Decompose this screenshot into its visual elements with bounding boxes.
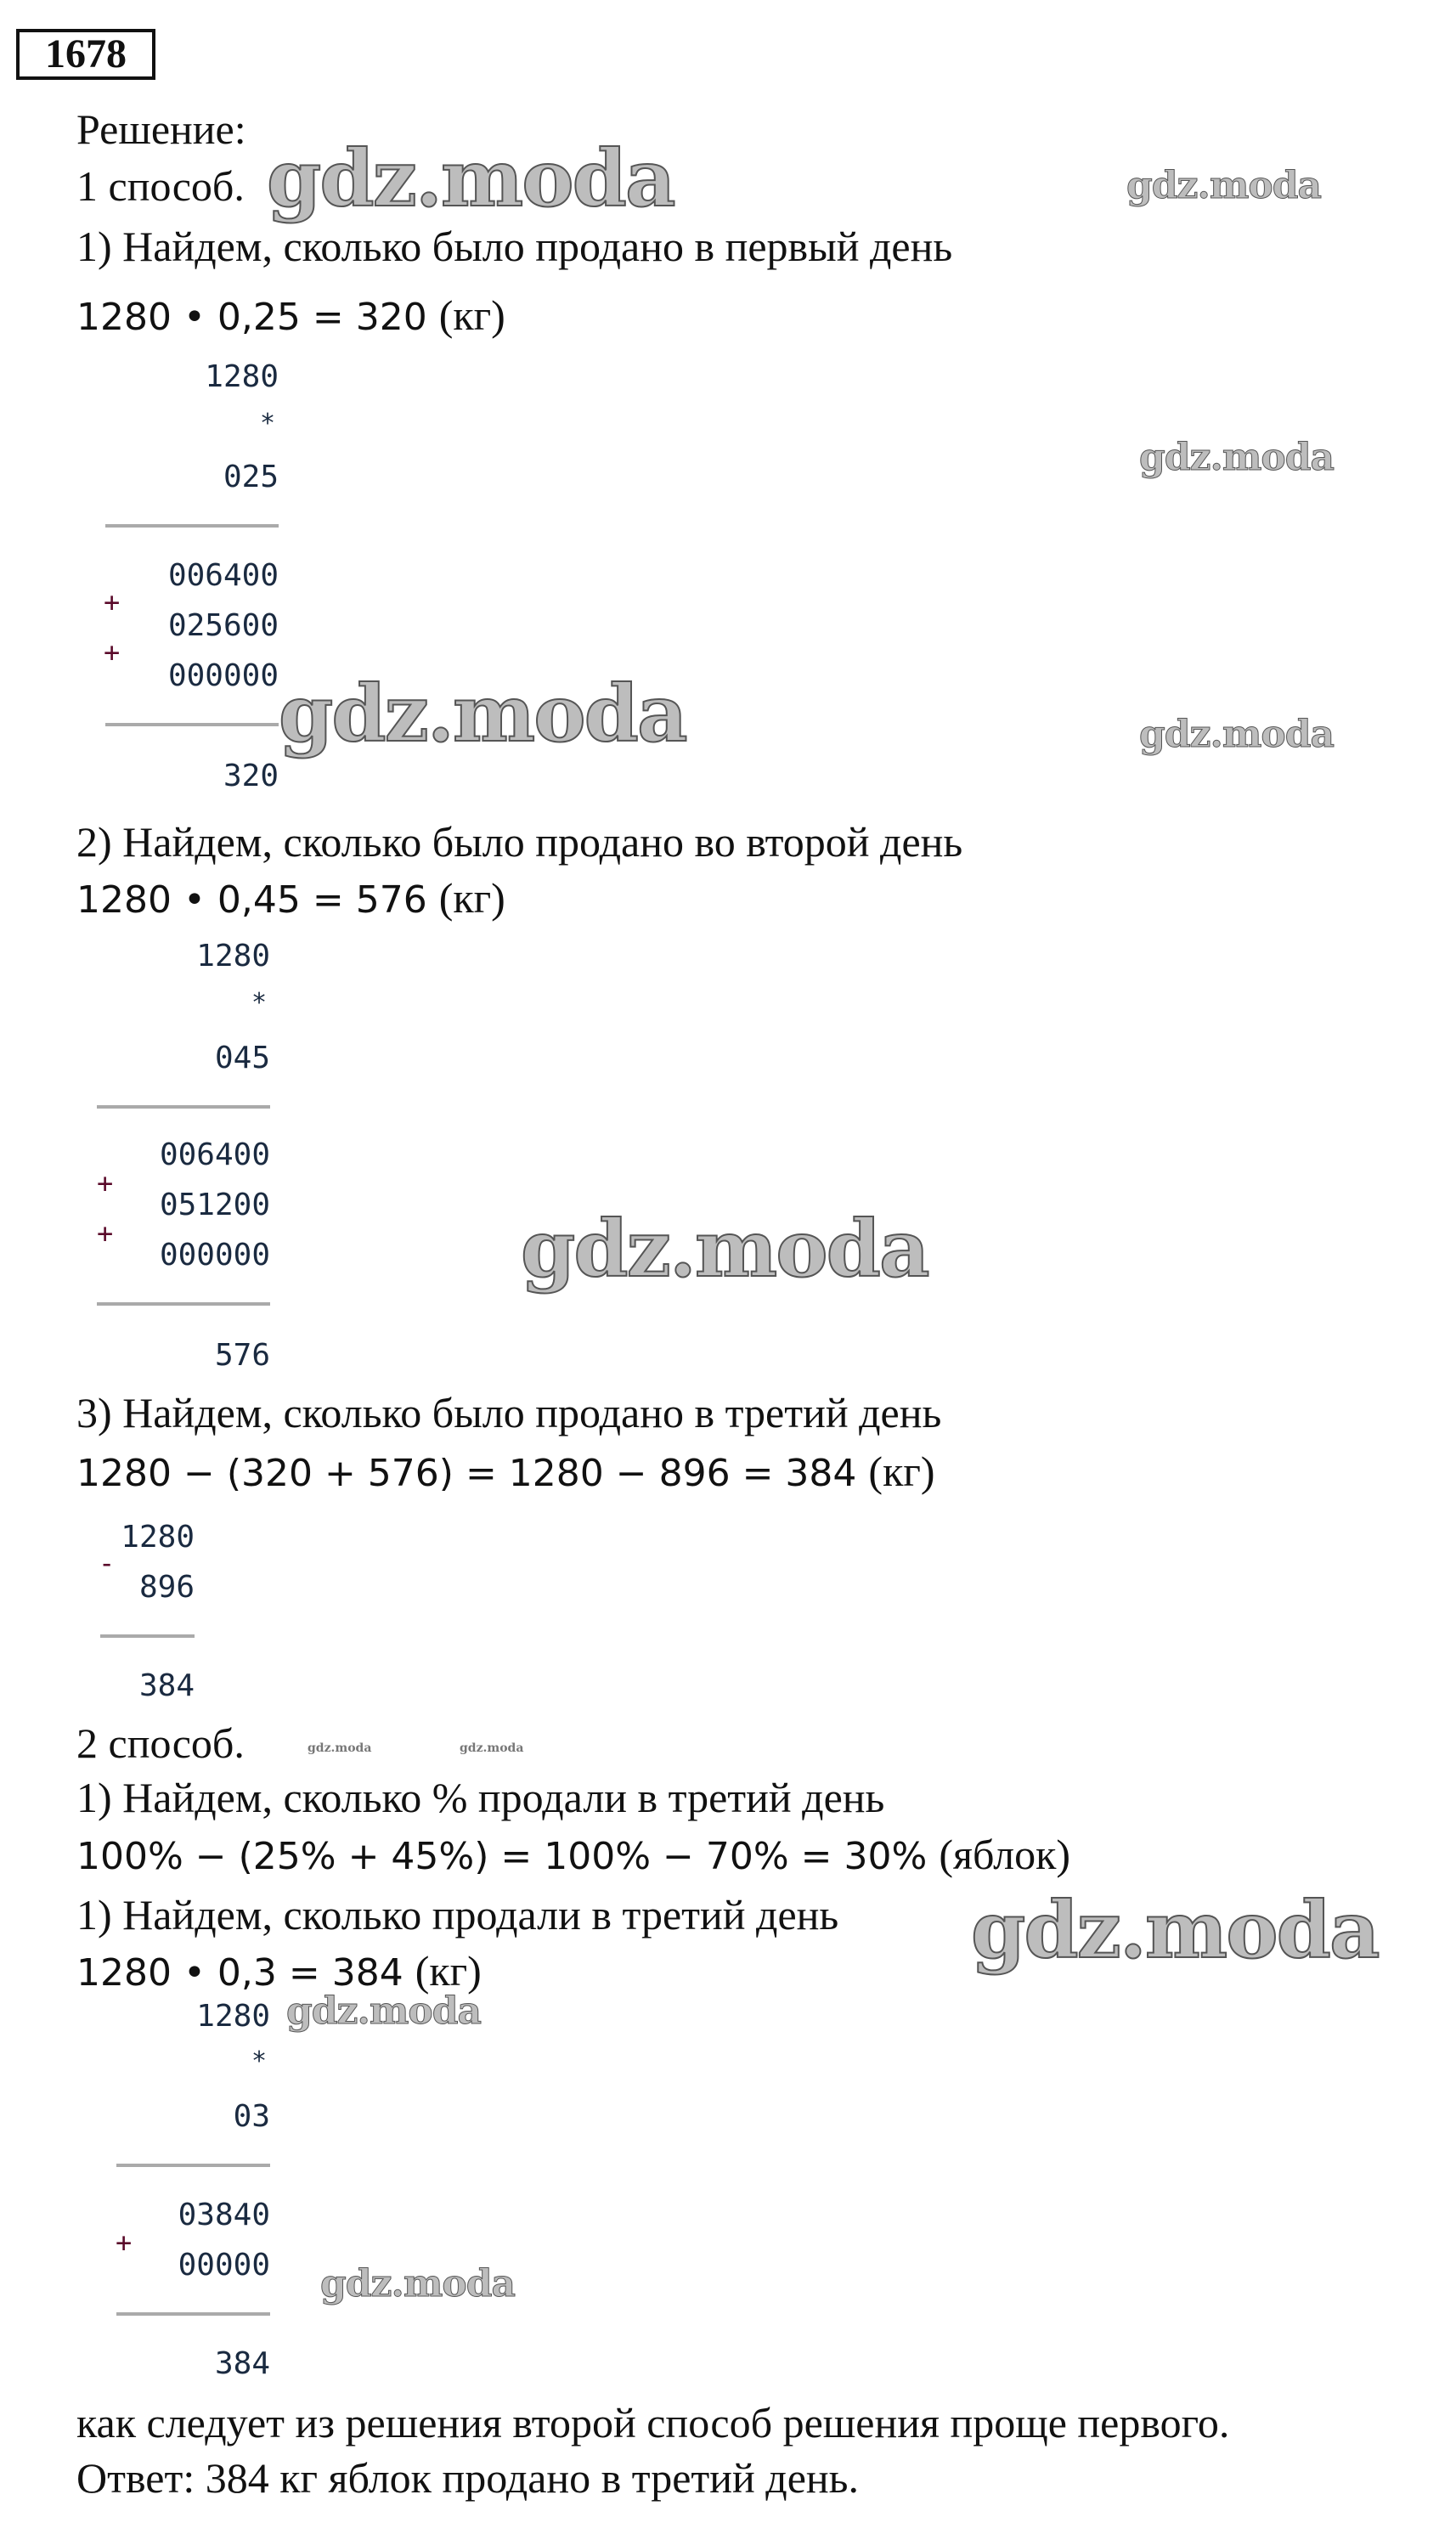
method1-step3-text: 3) Найдем, сколько было продано в третий день — [76, 1389, 942, 1436]
column-divider — [97, 1302, 270, 1306]
equation-expression: 100% − (25% + 45%) = 100% − 70% = 30% — [76, 1835, 928, 1878]
equation-unit: (кг) — [438, 874, 505, 922]
watermark: gdz.moda — [1139, 436, 1335, 479]
watermark: gdz.moda — [971, 1884, 1379, 1976]
column-operand-a: 1280 — [196, 1999, 270, 2034]
column-result: 320 — [223, 759, 279, 793]
column-divider — [100, 1634, 195, 1638]
equation-expression: 1280 • 0,3 = 384 — [76, 1951, 404, 1995]
column-result: 576 — [214, 1338, 270, 1373]
method1-step2-text: 2) Найдем, сколько было продано во второй день — [76, 818, 963, 866]
conclusion-text: как следует из решения второй способ решения проще первого. — [76, 2399, 1230, 2447]
equation-unit: (яблок) — [939, 1831, 1071, 1878]
watermark: gdz.moda — [521, 1203, 928, 1295]
column-partial: 051200 — [159, 1188, 270, 1222]
minus-sign: - — [99, 1547, 116, 1579]
column-partial: 000000 — [167, 658, 279, 693]
watermark: gdz.moda — [279, 668, 686, 759]
column-partial: 025600 — [167, 608, 279, 643]
answer-text: Ответ: 384 кг яблок продано в третий день. — [76, 2454, 859, 2502]
watermark: gdz.moda — [308, 1741, 372, 1755]
equation-expression: 1280 − (320 + 576) = 1280 − 896 = 384 — [76, 1452, 857, 1495]
method1-step1-text: 1) Найдем, сколько было продано в первый день — [76, 223, 953, 270]
column-operand-a: 1280 — [121, 1520, 195, 1555]
equation-expression: 1280 • 0,45 = 576 — [76, 878, 427, 922]
column-partial: 03840 — [178, 2198, 270, 2232]
problem-number: 1678 — [16, 29, 155, 80]
column-result: 384 — [214, 2346, 270, 2381]
equation-expression: 1280 • 0,25 = 320 — [76, 296, 427, 339]
equation-unit: (кг) — [868, 1448, 935, 1495]
watermark: gdz.moda — [1126, 164, 1322, 207]
column-operand-b: 045 — [214, 1041, 270, 1075]
column-operand-b: 896 — [138, 1570, 195, 1605]
column-partial: 006400 — [167, 558, 279, 593]
column-operand-b: 025 — [223, 460, 279, 494]
plus-sign: + — [97, 1167, 114, 1199]
method1-step3-equation — [76, 1446, 935, 1499]
column-divider — [105, 524, 279, 528]
column-divider — [116, 2164, 270, 2167]
column-partial: 006400 — [159, 1137, 270, 1172]
method2-step1-equation — [76, 1829, 1070, 1882]
plus-sign: + — [116, 2226, 133, 2259]
method2-step2-text: 1) Найдем, сколько продали в третий день — [76, 1891, 839, 1939]
column-operand-a: 1280 — [205, 359, 279, 394]
method2-label: 2 способ. — [76, 1719, 245, 1767]
column-divider — [116, 2312, 270, 2316]
column-multiply-sign: * — [259, 409, 275, 438]
column-divider — [105, 723, 279, 726]
watermark: gdz.moda — [1139, 713, 1335, 756]
plus-sign: + — [104, 636, 121, 669]
plus-sign: + — [104, 586, 121, 618]
column-multiply-sign: * — [251, 2046, 267, 2076]
watermark: gdz.moda — [286, 1989, 482, 2033]
watermark: gdz.moda — [267, 133, 674, 224]
watermark: gdz.moda — [460, 1741, 524, 1755]
equation-unit: (кг) — [438, 291, 505, 339]
method1-step2-equation — [76, 872, 505, 926]
method1-label: 1 способ. — [76, 162, 245, 210]
method1-step1-equation — [76, 290, 505, 343]
column-divider — [97, 1105, 270, 1109]
column-operand-a: 1280 — [196, 939, 270, 974]
column-multiply-sign: * — [251, 988, 267, 1018]
solution-label: Решение: — [76, 105, 246, 153]
watermark: gdz.moda — [320, 2262, 516, 2305]
column-operand-b: 03 — [233, 2099, 270, 2134]
plus-sign: + — [97, 1217, 114, 1250]
equation-unit: (кг) — [415, 1947, 482, 1995]
column-result: 384 — [138, 1668, 195, 1703]
method2-step1-text: 1) Найдем, сколько % продали в третий день — [76, 1774, 885, 1821]
column-partial: 00000 — [178, 2248, 270, 2283]
column-partial: 000000 — [159, 1238, 270, 1273]
